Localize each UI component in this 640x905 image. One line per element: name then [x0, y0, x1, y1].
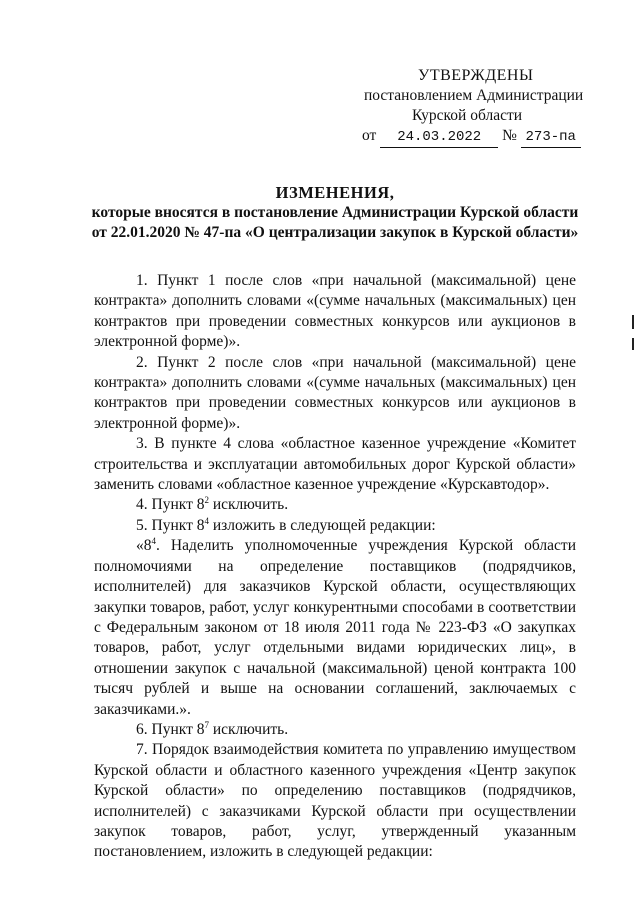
paragraph-4-pre: 4. Пункт 8	[136, 496, 205, 514]
approval-authority: постановлением Администрации	[364, 87, 584, 104]
paragraph-7: 7. Порядок взаимодействия комитета по управлению имуществом Курской области и областного казенного учреждения «Центр закупок Курской области» по определению поставщиков (подрядчиков, исполнителей) с заказчиками Курской области при осуществлении закупок товаров, работ, услуг, утвержденный указанным постановлением, изложить в следующей редакции:	[94, 741, 576, 861]
paragraph-6-post: исключить.	[208, 720, 289, 738]
paragraph-4-post: исключить.	[208, 496, 289, 514]
paragraph-5-quote-sup: 4	[151, 536, 156, 547]
approval-title: УТВЕРЖДЕНЫ	[418, 67, 534, 84]
date-prefix: от	[362, 127, 377, 144]
approval-number: 273-па	[521, 127, 581, 148]
paragraph-3: 3. В пункте 4 слова «областное казенное учреждение «Комитет строительства и эксплуатации автомобильных дорог Курской области» заменить словами «областное казенное учреждение «Курскавтодор».	[94, 435, 576, 494]
paragraph-6-sup: 7	[204, 719, 209, 730]
paragraph-5-sup: 4	[204, 515, 209, 526]
scan-edge-mark	[632, 315, 634, 329]
scan-edge-mark	[632, 338, 634, 350]
approval-block	[356, 66, 586, 148]
paragraph-5-quote-pre: «8	[136, 537, 152, 555]
heading-subtitle-1: которые вносятся в постановление Администрации Курской области	[91, 204, 579, 221]
approval-date-line	[356, 126, 586, 148]
paragraph-5-post: изложить в следующей редакции:	[208, 516, 436, 534]
paragraph-5-pre: 5. Пункт 8	[136, 516, 205, 534]
paragraph-2: 2. Пункт 2 после слов «при начальной (максимальной) цене контракта» дополнить словами «(сумме начальных (максимальных) цен контрактов при проведении совместных конкурсов или аукционов в электронной форме)».	[94, 353, 576, 432]
document-body	[94, 271, 576, 863]
paragraph-1: 1. Пункт 1 после слов «при начальной (максимальной) цене контракта» дополнить словами «(сумме начальных (максимальных) цен контрактов при проведении совместных конкурсов или аукционов в электронной форме)».	[94, 272, 576, 351]
document-heading	[80, 183, 590, 243]
approval-region: Курской области	[412, 107, 523, 124]
paragraph-4-sup: 2	[204, 495, 209, 506]
paragraph-5-quote	[94, 536, 576, 720]
paragraph-5-quote-post: . Наделить уполномоченные учреждения Курской области полномочиями на определение поставщиков (подрядчиков, исполнителей) для заказчиков Курской области, осуществляющих закупки товаров, работ, услуг конкурентными способами в соответствии с Федеральным законом от 18 июля 2011 года № 223-ФЗ «О закупках товаров, работ, услуг отдельными видами юридических лиц», в отношении закупок с начальной (максимальной) ценой контракта 100 тысяч рублей и выше на основании соглашений, заключаемых с заказчиками.».	[94, 537, 576, 718]
approval-date: 24.03.2022	[380, 127, 498, 148]
paragraph-4	[94, 495, 576, 515]
paragraph-6-pre: 6. Пункт 8	[136, 720, 205, 738]
paragraph-5	[94, 516, 576, 536]
heading-title: ИЗМЕНЕНИЯ,	[275, 183, 395, 202]
heading-subtitle-2: от 22.01.2020 № 47-па «О централизации закупок в Курской области»	[91, 224, 579, 241]
paragraph-6	[94, 720, 576, 740]
number-prefix: №	[502, 127, 517, 144]
